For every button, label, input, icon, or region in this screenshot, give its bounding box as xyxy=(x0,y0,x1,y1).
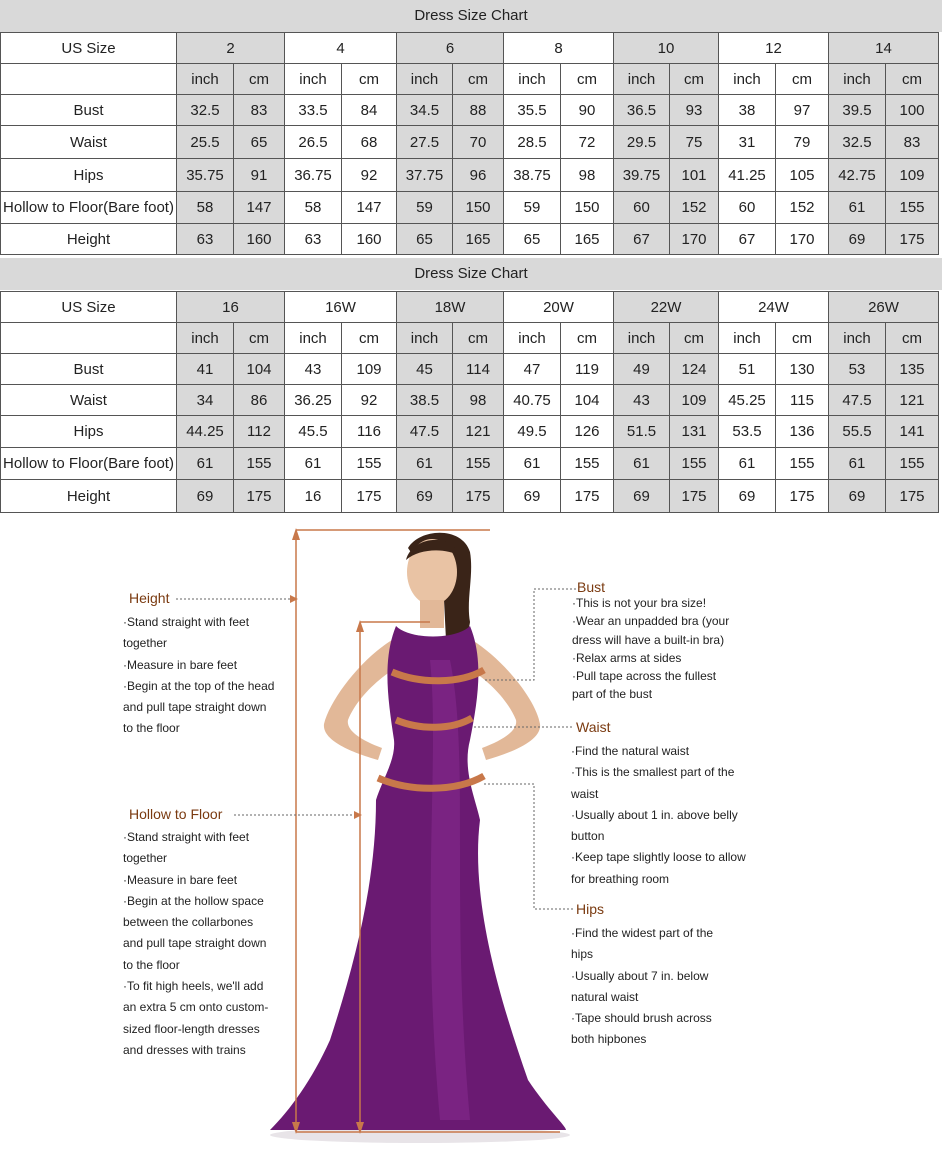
waist-cm-cell: 68 xyxy=(342,126,397,159)
bust-cm-cell: 90 xyxy=(561,95,614,126)
unit-inch: inch xyxy=(829,323,886,354)
guide-line: ·Measure in bare feet xyxy=(123,872,238,887)
waist-inch-cell: 43 xyxy=(614,385,670,416)
hips-cm-cell: 141 xyxy=(886,416,939,448)
height-inch-cell: 67 xyxy=(614,224,670,255)
hips-cm-cell: 131 xyxy=(670,416,719,448)
height-cm-cell: 175 xyxy=(886,224,939,255)
guide-line: together xyxy=(123,636,168,651)
bust-inch-cell: 35.5 xyxy=(504,95,561,126)
waist-inch-cell: 28.5 xyxy=(504,126,561,159)
bust-inch-cell: 51 xyxy=(719,354,776,385)
size-header: 16W xyxy=(285,292,397,323)
waist-inch-cell: 47.5 xyxy=(829,385,886,416)
waist-inch-cell: 34 xyxy=(177,385,234,416)
height-inch-cell: 65 xyxy=(397,224,453,255)
hollow-inch-cell: 58 xyxy=(177,192,234,224)
guide-line: ·This is not your bra size! xyxy=(572,596,707,610)
hollow-inch-cell: 61 xyxy=(829,192,886,224)
unit-inch: inch xyxy=(397,323,453,354)
guide-line: ·Find the widest part of the xyxy=(571,926,714,940)
unit-cm: cm xyxy=(234,64,285,95)
hollow-cm-cell: 147 xyxy=(234,192,285,224)
height-inch-cell: 16 xyxy=(285,480,342,513)
waist-inch-cell: 31 xyxy=(719,126,776,159)
guide-line: ·Pull tape across the fullest xyxy=(572,669,717,684)
hollow-cm-cell: 152 xyxy=(670,192,719,224)
unit-cm: cm xyxy=(886,64,939,95)
bust-inch-cell: 49 xyxy=(614,354,670,385)
waist-inch-cell: 38.5 xyxy=(397,385,453,416)
guide-line: to the floor xyxy=(123,957,180,972)
unit-inch: inch xyxy=(177,323,234,354)
size-header: 4 xyxy=(285,33,397,64)
size-header: 14 xyxy=(829,33,939,64)
size-header: 12 xyxy=(719,33,829,64)
hollow-cm-cell: 155 xyxy=(234,448,285,480)
hollow-cm-cell: 155 xyxy=(342,448,397,480)
height-cm-cell: 170 xyxy=(776,224,829,255)
hips-cm-cell: 136 xyxy=(776,416,829,448)
guide-line: ·Usually about 7 in. below xyxy=(571,968,709,983)
bust-inch-cell: 36.5 xyxy=(614,95,670,126)
hollow-inch-cell: 61 xyxy=(504,448,561,480)
bust-inch-cell: 38 xyxy=(719,95,776,126)
unit-cm: cm xyxy=(453,323,504,354)
bust-cm-cell: 93 xyxy=(670,95,719,126)
row-label: US Size xyxy=(1,33,177,64)
waist-inch-cell: 40.75 xyxy=(504,385,561,416)
height-inch-cell: 69 xyxy=(504,480,561,513)
waist-cm-cell: 70 xyxy=(453,126,504,159)
hips-cm-cell: 92 xyxy=(342,159,397,192)
hips-inch-cell: 44.25 xyxy=(177,416,234,448)
waist-cm-cell: 104 xyxy=(561,385,614,416)
unit-cm: cm xyxy=(886,323,939,354)
row-label: US Size xyxy=(1,292,177,323)
unit-inch: inch xyxy=(285,323,342,354)
unit-inch: inch xyxy=(285,64,342,95)
guide-line: together xyxy=(123,851,168,866)
hollow-inch-cell: 59 xyxy=(397,192,453,224)
unit-inch: inch xyxy=(504,64,561,95)
row-label: Height xyxy=(1,224,177,255)
guide-line: ·Wear an unpadded bra (your xyxy=(572,614,730,629)
waist-guide-text xyxy=(571,741,746,890)
height-cm-cell: 175 xyxy=(670,480,719,513)
guide-line: and pull tape straight down xyxy=(123,700,267,715)
hollow-cm-cell: 150 xyxy=(453,192,504,224)
guide-line: ·Find the natural waist xyxy=(571,744,690,758)
unit-inch: inch xyxy=(504,323,561,354)
unit-inch: inch xyxy=(829,64,886,95)
hollow-inch-cell: 59 xyxy=(504,192,561,224)
hollow-inch-cell: 61 xyxy=(177,448,234,480)
height-inch-cell: 69 xyxy=(177,480,234,513)
size-header: 10 xyxy=(614,33,719,64)
hollow-inch-cell: 61 xyxy=(614,448,670,480)
waist-inch-cell: 36.25 xyxy=(285,385,342,416)
bust-inch-cell: 34.5 xyxy=(397,95,453,126)
waist-cm-cell: 83 xyxy=(886,126,939,159)
size-header: 22W xyxy=(614,292,719,323)
guide-line: ·Stand straight with feet xyxy=(123,830,250,844)
hollow-cm-cell: 150 xyxy=(561,192,614,224)
unit-cm: cm xyxy=(234,323,285,354)
height-cm-cell: 175 xyxy=(776,480,829,513)
hollow-inch-cell: 61 xyxy=(285,448,342,480)
unit-cm: cm xyxy=(776,64,829,95)
bust-cm-cell: 84 xyxy=(342,95,397,126)
waist-cm-cell: 115 xyxy=(776,385,829,416)
bust-inch-cell: 33.5 xyxy=(285,95,342,126)
guide-line: ·Keep tape slightly loose to allow xyxy=(571,850,746,865)
waist-cm-cell: 92 xyxy=(342,385,397,416)
right-arm xyxy=(468,640,540,760)
guide-line: waist xyxy=(571,786,599,801)
hips-inch-cell: 47.5 xyxy=(397,416,453,448)
hips-inch-cell: 36.75 xyxy=(285,159,342,192)
bust-cm-cell: 114 xyxy=(453,354,504,385)
hollow-guide-text xyxy=(123,827,268,1061)
bust-inch-cell: 39.5 xyxy=(829,95,886,126)
unit-cm: cm xyxy=(342,323,397,354)
row-label: Waist xyxy=(1,126,177,159)
hollow-cm-cell: 155 xyxy=(886,192,939,224)
waist-cm-cell: 98 xyxy=(453,385,504,416)
row-label: Bust xyxy=(1,354,177,385)
waist-inch-cell: 32.5 xyxy=(829,126,886,159)
hips-inch-cell: 35.75 xyxy=(177,159,234,192)
hips-cm-cell: 116 xyxy=(342,416,397,448)
unit-cm: cm xyxy=(453,64,504,95)
hips-guide-title: Hips xyxy=(576,901,605,917)
guide-line: ·To fit high heels, we'll add xyxy=(123,979,264,994)
hips-cm-cell: 112 xyxy=(234,416,285,448)
waist-inch-cell: 27.5 xyxy=(397,126,453,159)
hollow-cm-cell: 155 xyxy=(886,448,939,480)
bust-cm-cell: 83 xyxy=(234,95,285,126)
height-cm-cell: 165 xyxy=(453,224,504,255)
guide-line: button xyxy=(571,829,605,844)
row-label: Height xyxy=(1,480,177,513)
bust-guide-text xyxy=(572,594,729,704)
height-inch-cell: 69 xyxy=(397,480,453,513)
height-cm-cell: 175 xyxy=(886,480,939,513)
hips-inch-cell: 37.75 xyxy=(397,159,453,192)
unit-cm: cm xyxy=(561,64,614,95)
waist-inch-cell: 45.25 xyxy=(719,385,776,416)
hips-guide-text xyxy=(571,923,713,1051)
height-inch-cell: 65 xyxy=(504,224,561,255)
hollow-cm-cell: 155 xyxy=(670,448,719,480)
hips-inch-cell: 45.5 xyxy=(285,416,342,448)
unit-inch: inch xyxy=(614,64,670,95)
bust-cm-cell: 104 xyxy=(234,354,285,385)
bust-inch-cell: 41 xyxy=(177,354,234,385)
hips-inch-cell: 39.75 xyxy=(614,159,670,192)
bust-cm-cell: 109 xyxy=(342,354,397,385)
bust-cm-cell: 97 xyxy=(776,95,829,126)
waist-cm-cell: 72 xyxy=(561,126,614,159)
guide-line: and dresses with trains xyxy=(123,1042,246,1057)
height-cm-cell: 160 xyxy=(342,224,397,255)
unit-cm: cm xyxy=(670,64,719,95)
guide-line: ·Usually about 1 in. above belly xyxy=(571,807,738,822)
guide-line: hips xyxy=(571,947,594,962)
row-label: Hollow to Floor(Bare foot) xyxy=(1,448,177,480)
waist-cm-cell: 65 xyxy=(234,126,285,159)
guide-line: ·Stand straight with feet xyxy=(123,615,250,629)
height-inch-cell: 69 xyxy=(614,480,670,513)
bust-cm-cell: 88 xyxy=(453,95,504,126)
height-cm-cell: 175 xyxy=(234,480,285,513)
hips-cm-cell: 105 xyxy=(776,159,829,192)
bust-inch-cell: 43 xyxy=(285,354,342,385)
hips-cm-cell: 101 xyxy=(670,159,719,192)
hips-cm-cell: 126 xyxy=(561,416,614,448)
unit-cm: cm xyxy=(561,323,614,354)
hips-cm-cell: 109 xyxy=(886,159,939,192)
guide-line: ·This is the smallest part of the xyxy=(571,765,735,780)
hollow-inch-cell: 61 xyxy=(829,448,886,480)
hips-inch-cell: 42.75 xyxy=(829,159,886,192)
hollow-inch-cell: 60 xyxy=(719,192,776,224)
hips-inch-cell: 38.75 xyxy=(504,159,561,192)
hips-inch-cell: 53.5 xyxy=(719,416,776,448)
height-guide-text xyxy=(123,612,274,740)
row-label: Hips xyxy=(1,159,177,192)
bust-cm-cell: 124 xyxy=(670,354,719,385)
hollow-cm-cell: 155 xyxy=(561,448,614,480)
guide-line: ·Begin at the hollow space xyxy=(123,893,264,908)
hips-inch-cell: 41.25 xyxy=(719,159,776,192)
guide-line: sized floor-length dresses xyxy=(123,1021,260,1036)
waist-inch-cell: 26.5 xyxy=(285,126,342,159)
guide-line: natural waist xyxy=(571,989,639,1004)
unit-cm: cm xyxy=(670,323,719,354)
waist-inch-cell: 25.5 xyxy=(177,126,234,159)
size-header: 20W xyxy=(504,292,614,323)
height-inch-cell: 69 xyxy=(719,480,776,513)
guide-line: both hipbones xyxy=(571,1032,647,1047)
hips-inch-cell: 49.5 xyxy=(504,416,561,448)
guide-line: between the collarbones xyxy=(123,915,254,930)
height-leader-arrow xyxy=(290,595,298,603)
size-header: 24W xyxy=(719,292,829,323)
neck-shape xyxy=(420,600,444,628)
bust-inch-cell: 53 xyxy=(829,354,886,385)
hollow-inch-cell: 61 xyxy=(719,448,776,480)
size-header: 8 xyxy=(504,33,614,64)
size-header: 26W xyxy=(829,292,939,323)
waist-cm-cell: 86 xyxy=(234,385,285,416)
row-label: Waist xyxy=(1,385,177,416)
hollow-inch-cell: 58 xyxy=(285,192,342,224)
guide-line: dress will have a built-in bra) xyxy=(572,632,725,647)
guide-line: to the floor xyxy=(123,721,180,736)
height-inch-cell: 69 xyxy=(829,224,886,255)
height-cm-cell: 160 xyxy=(234,224,285,255)
hips-inch-cell: 55.5 xyxy=(829,416,886,448)
guide-line: ·Measure in bare feet xyxy=(123,657,238,672)
hollow-cm-cell: 155 xyxy=(776,448,829,480)
size-header: 16 xyxy=(177,292,285,323)
hips-leader xyxy=(484,784,574,909)
guide-line: part of the bust xyxy=(572,687,653,702)
unit-inch: inch xyxy=(177,64,234,95)
unit-inch: inch xyxy=(719,64,776,95)
waist-cm-cell: 109 xyxy=(670,385,719,416)
height-guide-title: Height xyxy=(129,590,170,606)
unit-inch: inch xyxy=(719,323,776,354)
waist-inch-cell: 29.5 xyxy=(614,126,670,159)
row-label: Bust xyxy=(1,95,177,126)
height-cm-cell: 170 xyxy=(670,224,719,255)
guide-line: ·Tape should brush across xyxy=(571,1011,712,1026)
unit-inch: inch xyxy=(614,323,670,354)
bust-inch-cell: 45 xyxy=(397,354,453,385)
hips-cm-cell: 121 xyxy=(453,416,504,448)
waist-cm-cell: 75 xyxy=(670,126,719,159)
size-header: 18W xyxy=(397,292,504,323)
height-cm-cell: 175 xyxy=(453,480,504,513)
waist-cm-cell: 121 xyxy=(886,385,939,416)
guide-line: for breathing room xyxy=(571,871,670,886)
bust-cm-cell: 130 xyxy=(776,354,829,385)
row-label: Hips xyxy=(1,416,177,448)
hips-cm-cell: 98 xyxy=(561,159,614,192)
height-inch-cell: 67 xyxy=(719,224,776,255)
height-inch-cell: 69 xyxy=(829,480,886,513)
waist-guide-title: Waist xyxy=(576,719,611,735)
height-cm-cell: 165 xyxy=(561,224,614,255)
bust-guide-title: Bust xyxy=(577,579,606,595)
unit-inch: inch xyxy=(397,64,453,95)
height-inch-cell: 63 xyxy=(177,224,234,255)
hips-inch-cell: 51.5 xyxy=(614,416,670,448)
hollow-cm-cell: 147 xyxy=(342,192,397,224)
hollow-cm-cell: 152 xyxy=(776,192,829,224)
chart-title-1: Dress Size Chart xyxy=(0,0,942,32)
bust-cm-cell: 119 xyxy=(561,354,614,385)
height-cm-cell: 175 xyxy=(342,480,397,513)
size-header: 6 xyxy=(397,33,504,64)
chart-title-2: Dress Size Chart xyxy=(0,258,942,290)
unit-cm: cm xyxy=(342,64,397,95)
hollow-leader-arrow xyxy=(354,811,362,819)
guide-line: ·Begin at the top of the head xyxy=(123,678,275,693)
guide-line: an extra 5 cm onto custom- xyxy=(123,1000,269,1015)
size-header: 2 xyxy=(177,33,285,64)
row-label: Hollow to Floor(Bare foot) xyxy=(1,192,177,224)
height-cm-cell: 175 xyxy=(561,480,614,513)
hips-cm-cell: 96 xyxy=(453,159,504,192)
bust-cm-cell: 135 xyxy=(886,354,939,385)
hollow-inch-cell: 60 xyxy=(614,192,670,224)
bust-inch-cell: 47 xyxy=(504,354,561,385)
unit-cm: cm xyxy=(776,323,829,354)
hips-cm-cell: 91 xyxy=(234,159,285,192)
bust-inch-cell: 32.5 xyxy=(177,95,234,126)
waist-cm-cell: 79 xyxy=(776,126,829,159)
hollow-cm-cell: 155 xyxy=(453,448,504,480)
bust-cm-cell: 100 xyxy=(886,95,939,126)
height-inch-cell: 63 xyxy=(285,224,342,255)
guide-line: and pull tape straight down xyxy=(123,936,267,951)
hollow-guide-title: Hollow to Floor xyxy=(129,806,223,822)
guide-line: ·Relax arms at sides xyxy=(572,650,682,665)
hollow-inch-cell: 61 xyxy=(397,448,453,480)
